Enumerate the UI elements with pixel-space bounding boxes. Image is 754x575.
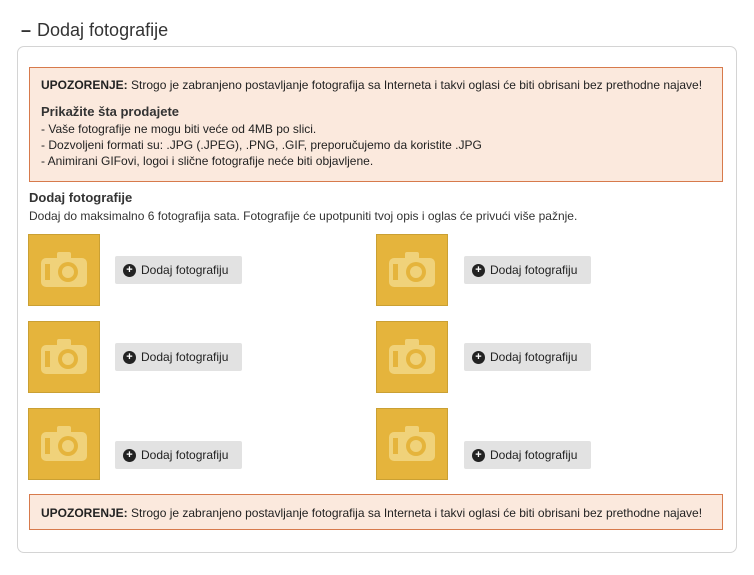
warning-text: Strogo je zabranjeno postavljanje fotografija sa Interneta i takvi oglasi će biti obrisani bez prethodne najave! — [127, 506, 703, 520]
add-photo-button[interactable] — [464, 256, 591, 284]
plus-circle-icon: + — [123, 351, 136, 364]
add-photo-label: Dodaj fotografiju — [141, 350, 229, 364]
add-photo-button[interactable] — [464, 343, 591, 371]
photo-placeholder[interactable] — [28, 234, 100, 306]
photo-panel — [17, 46, 737, 553]
photo-placeholder[interactable] — [376, 408, 448, 480]
camera-icon — [41, 339, 89, 375]
camera-icon — [389, 339, 437, 375]
plus-circle-icon: + — [123, 264, 136, 277]
rules-list — [41, 121, 711, 169]
warning-label: UPOZORENJE: — [41, 78, 128, 92]
warning-text: Strogo je zabranjeno postavljanje fotografija sa Interneta i takvi oglasi će biti obrisani bez prethodne najave! — [127, 78, 703, 92]
plus-circle-icon: + — [123, 449, 136, 462]
camera-icon — [41, 252, 89, 288]
camera-icon — [389, 252, 437, 288]
upload-description: Dodaj do maksimalno 6 fotografija sata. Fotografije će upotpuniti tvoj opis i oglas će privući više pažnje. — [29, 209, 578, 223]
warning-box-top — [29, 67, 723, 182]
camera-icon — [41, 426, 89, 462]
photo-placeholder[interactable] — [376, 234, 448, 306]
add-photo-button[interactable] — [115, 256, 242, 284]
rule-item: - Vaše fotografije ne mogu biti veće od 4MB po slici. — [41, 122, 317, 136]
add-photo-button[interactable] — [464, 441, 591, 469]
photo-placeholder[interactable] — [28, 321, 100, 393]
add-photo-label: Dodaj fotografiju — [490, 350, 578, 364]
collapse-toggle[interactable]: – — [21, 20, 32, 40]
plus-circle-icon: + — [472, 351, 485, 364]
plus-circle-icon: + — [472, 449, 485, 462]
add-photo-button[interactable] — [115, 343, 242, 371]
add-photo-label: Dodaj fotografiju — [141, 448, 229, 462]
section-title: Dodaj fotografije — [37, 20, 169, 40]
upload-title: Dodaj fotografije — [29, 190, 133, 205]
warning-line — [41, 78, 711, 92]
plus-circle-icon: + — [472, 264, 485, 277]
warning-subheading: Prikažite šta prodajete — [41, 104, 179, 119]
add-photo-label: Dodaj fotografiju — [490, 263, 578, 277]
rule-item: - Dozvoljeni formati su: .JPG (.JPEG), .PNG, .GIF, preporučujemo da koristite .JPG — [41, 138, 482, 152]
rule-item: - Animirani GIFovi, logoi i slične fotografije neće biti objavljene. — [41, 154, 374, 168]
camera-icon — [389, 426, 437, 462]
photo-placeholder[interactable] — [376, 321, 448, 393]
add-photo-button[interactable] — [115, 441, 242, 469]
add-photo-label: Dodaj fotografiju — [141, 263, 229, 277]
section-header — [21, 20, 168, 41]
warning-box-bottom — [29, 494, 723, 530]
photo-placeholder[interactable] — [28, 408, 100, 480]
add-photo-label: Dodaj fotografiju — [490, 448, 578, 462]
warning-label: UPOZORENJE: — [41, 506, 128, 520]
